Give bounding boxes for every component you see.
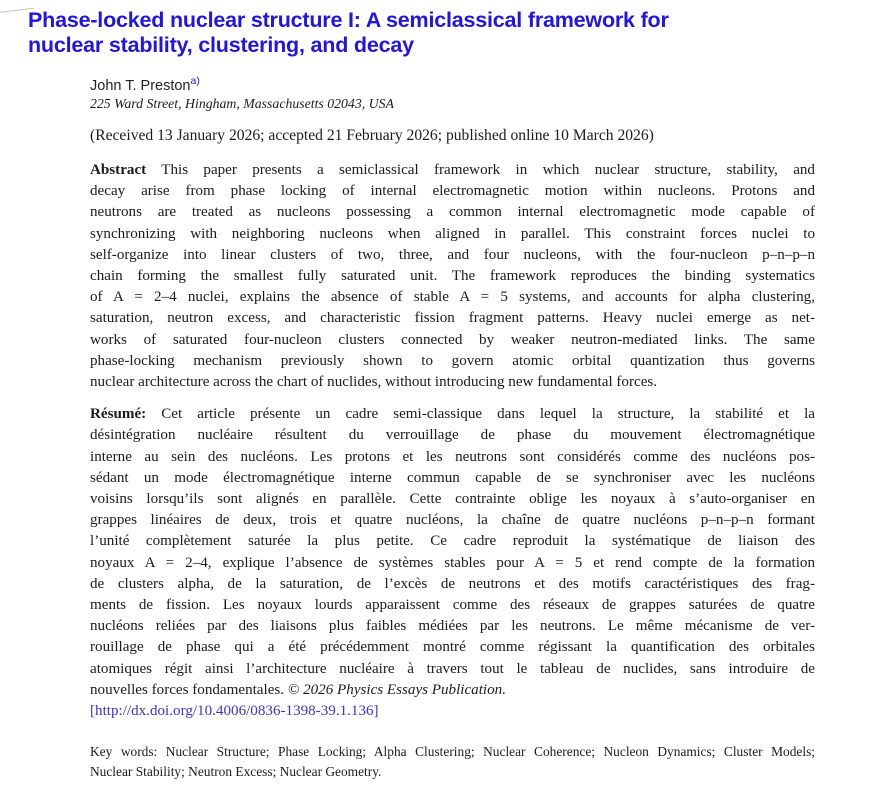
abstract-line: synchronizing with neighboring nucleons when aligned in parallel. This constraint forces nuclei to	[90, 225, 815, 242]
doi-line	[90, 701, 815, 722]
abstract-line: of A = 2–4 nuclei, explains the absence of stable A = 5 systems, and accounts for alpha clustering,	[90, 289, 815, 306]
abstract-line: phase-locking mechanism previously shown to govern atomic orbital quantization thus governs	[90, 352, 815, 369]
resume-line: grappes linéaires de deux, trois et quatre nucléons, la chaîne de quatre nucléons p–n–p–n formant	[90, 512, 815, 529]
resume-line: ments de fission. Les noyaux lourds apparaissent comme des réseaux de grappes saturées de quatre	[90, 597, 815, 614]
author-name: John T. Preston	[90, 78, 191, 94]
resume-line: noyaux A = 2–4, explique l’absence de systèmes stables pour A = 5 et rend compte de la formation	[90, 554, 815, 571]
resume-line: Cet article présente un cadre semi-classique dans lequel la structure, la stabilité et la	[161, 406, 815, 423]
abstract-line: decay arise from phase locking of internal electromagnetic motion within nucleons. Protons and	[90, 183, 815, 200]
author-byline	[90, 75, 895, 95]
author-address: 225 Ward Street, Hingham, Massachusetts 02043, USA	[90, 96, 394, 111]
resume-line: sédant un mode électromagnétique interne commun capable de se synchroniser avec les nucléons	[90, 469, 815, 486]
resume-line: atomiques régit ainsi l’architecture nucléaire à travers tout le tableau de nuclides, sans introduire de	[90, 660, 815, 677]
resume-line: nouvelles forces fondamentales.	[90, 681, 285, 698]
resume-last-line	[90, 680, 815, 701]
keywords-line-2: Nuclear Stability; Neutron Excess; Nuclear Geometry.	[90, 763, 382, 779]
resume-line: rouillage de phase qui a été précédemment montré comme régissant la quantification des orbitales	[90, 639, 815, 656]
resume-paragraph	[90, 404, 815, 722]
keywords-block	[90, 742, 815, 781]
resume-line: l’unité complètement saturée la plus petite. Ce cadre reproduit la systématique de liaison des	[90, 533, 815, 550]
abstract-line: chain forming the smallest fully saturated unit. The framework reproduces the binding systematics	[90, 268, 815, 285]
resume-line: désintégration nucléaire résultent du verrouillage de phase du mouvement électromagnétique	[90, 427, 815, 444]
doi-link[interactable]: [http://dx.doi.org/10.4006/0836-1398-39.1.136]	[90, 703, 379, 720]
author-footnote-link[interactable]: a)	[190, 75, 200, 88]
keywords-line-1: Key words: Nuclear Structure; Phase Locking; Alpha Clustering; Nuclear Coherence; Nucleon Dynamics; Cluster Models;	[90, 744, 815, 760]
abstract-first-line	[90, 160, 815, 181]
received-line: (Received 13 January 2026; accepted 21 February 2026; published online 10 March 2026)	[90, 127, 654, 144]
copyright-notice: © 2026 Physics Essays Publication.	[287, 681, 506, 698]
page-title	[0, 0, 895, 57]
resume-line: voisins lorsqu’ils sont alignés en parallèle. Cette contrainte oblige les noyaux à s’auto-organiser en	[90, 491, 815, 508]
abstract-label: Abstract	[90, 162, 147, 178]
abstract-line: self-organize into linear clusters of two, three, and four nucleons, with the four-nucleon p–n–p–n	[90, 246, 815, 263]
resume-line: nucléons reliées par des liaisons plus faibles médiées par les neutrons. Le même mécanisme de ver-	[90, 618, 815, 635]
resume-line: de clusters alpha, de la saturation, de l’excès de neutrons et des motifs caractéristiques des frag-	[90, 575, 815, 592]
abstract-paragraph	[90, 160, 815, 393]
abstract-line: works of saturated four-nucleon clusters connected by weaker neutron-mediated links. The same	[90, 331, 815, 348]
resume-first-line	[90, 404, 815, 425]
abstract-last-line: nuclear architecture across the chart of nuclides, without introducing new fundamental forces.	[90, 374, 658, 391]
title-line-2: nuclear stability, clustering, and decay	[28, 32, 414, 57]
abstract-line: neutrons are treated as nucleons possessing a common internal electromagnetic mode capable of	[90, 204, 815, 221]
title-line-1: Phase-locked nuclear structure I: A semiclassical framework for	[28, 8, 669, 32]
abstract-line: saturation, neutron excess, and characteristic fission fragment patterns. Heavy nuclei emerge as net-	[90, 310, 815, 327]
abstract-line: This paper presents a semiclassical framework in which nuclear structure, stability, and	[161, 162, 815, 178]
resume-label: Résumé:	[90, 406, 147, 423]
resume-line: interne au sein des nucléons. Les protons et les neutrons sont considérés comme des nucléons pos-	[90, 448, 815, 465]
